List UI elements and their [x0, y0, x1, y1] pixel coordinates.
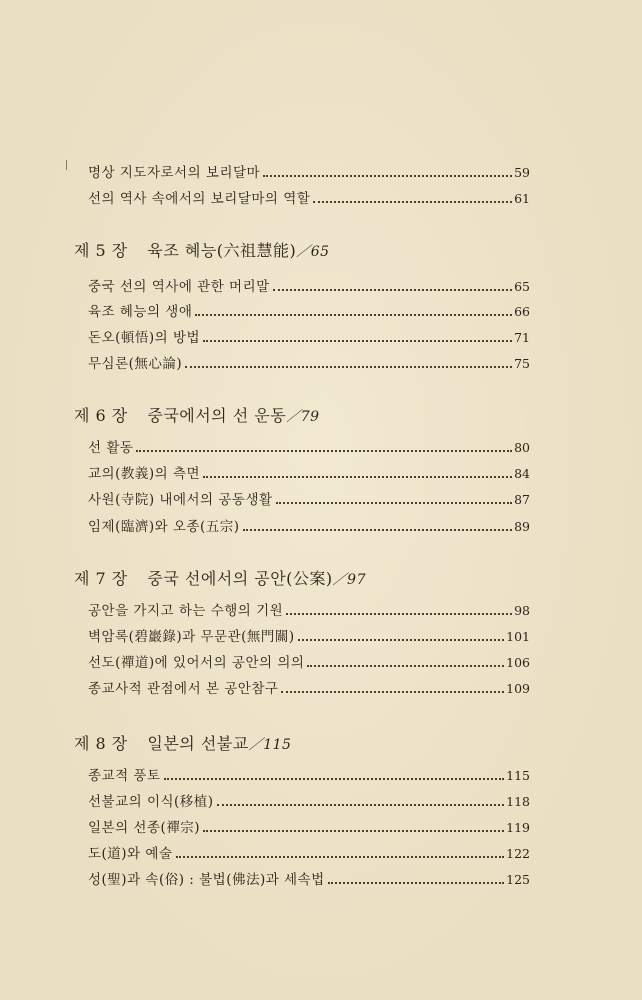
toc-entry-page: 80	[514, 440, 530, 455]
dot-leader	[203, 339, 512, 342]
toc-entry	[88, 841, 530, 863]
toc-entry-page: 65	[514, 279, 530, 294]
dot-leader	[195, 313, 512, 316]
toc-entry-page: 119	[506, 820, 530, 835]
toc-entry-page: 109	[506, 681, 530, 696]
toc-entry	[88, 186, 530, 208]
dot-leader	[273, 288, 512, 291]
toc-entry	[88, 815, 530, 837]
toc-entry	[88, 598, 530, 620]
toc-entry-title: 교의(教義)의 측면	[88, 466, 201, 482]
toc-entry-title: 공안을 가지고 하는 수행의 기원	[88, 603, 284, 619]
toc-entry-page: 84	[514, 466, 530, 481]
toc-entry-page: 98	[514, 603, 530, 618]
toc-entry	[88, 299, 530, 321]
toc-entry-page: 75	[514, 356, 530, 371]
toc-entry	[88, 435, 530, 457]
toc-entry	[88, 487, 530, 509]
toc-entry-page: 66	[514, 304, 530, 319]
dot-leader	[307, 664, 504, 667]
toc-entry-title: 일본의 선종(禪宗)	[88, 820, 201, 836]
toc-entry-title: 선의 역사 속에서의 보리달마의 역할	[88, 191, 311, 207]
toc-entry-page: 89	[514, 519, 530, 534]
dot-leader	[313, 200, 512, 203]
toc-entry	[88, 514, 530, 536]
dot-leader	[286, 612, 512, 615]
dot-leader	[263, 174, 512, 177]
toc-entry	[88, 789, 530, 811]
dot-leader	[276, 501, 513, 504]
dot-leader	[281, 690, 504, 693]
dot-leader	[176, 855, 505, 858]
toc-entry-title: 선 활동	[88, 440, 134, 456]
toc-entry-title: 돈오(頓悟)의 방법	[88, 330, 201, 346]
toc-entry-title: 종교적 풍토	[88, 768, 161, 784]
toc-entry-title: 중국 선의 역사에 관한 머리말	[88, 279, 270, 295]
chapter-page: 97	[347, 572, 366, 588]
toc-entry	[88, 160, 530, 182]
toc-entry	[88, 351, 530, 373]
toc-entry-page: 122	[506, 846, 530, 861]
toc-entry-title: 임제(臨濟)와 오종(五宗)	[88, 519, 240, 535]
toc-entry-page: 125	[506, 872, 530, 887]
chapter-page: 79	[300, 409, 320, 425]
chapter-title: 육조 혜능(六祖慧能)	[147, 241, 297, 260]
chapter-title: 중국 선에서의 공안(公案)	[147, 569, 333, 588]
toc-entry	[88, 650, 530, 672]
toc-entry-title: 종교사적 관점에서 본 공안참구	[88, 681, 279, 697]
toc-entry	[88, 624, 530, 646]
dot-leader	[328, 881, 504, 884]
toc-entry-page: 101	[506, 629, 530, 644]
toc-entry-title: 벽암록(碧巖錄)과 무문관(無門關)	[88, 629, 295, 645]
chapter-heading: 제 8 장 일본의 선불교／115	[74, 734, 292, 753]
toc-entry-page: 118	[506, 794, 530, 809]
toc-entry-page: 71	[514, 330, 530, 345]
toc-entry-title: 무심론(無心論)	[88, 356, 183, 372]
toc-entry	[88, 325, 530, 347]
chapter-number: 제 5 장	[74, 241, 128, 260]
chapter-title: 중국에서의 선 운동	[147, 406, 287, 425]
dot-leader	[136, 449, 512, 452]
chapter-heading: 제 6 장 중국에서의 선 운동／79	[74, 406, 320, 425]
chapter-title: 일본의 선불교	[147, 734, 249, 753]
toc-entry	[88, 676, 530, 698]
toc-entry-page: 59	[514, 165, 530, 180]
dot-leader	[203, 475, 512, 478]
toc-entry-page: 87	[514, 492, 530, 507]
toc-entry-page: 61	[514, 191, 530, 206]
toc-entry	[88, 461, 530, 483]
toc-entry-title: 육조 혜능의 생애	[88, 304, 193, 320]
toc-entry-title: 도(道)와 예술	[88, 846, 173, 862]
toc-entry	[88, 274, 530, 296]
chapter-number: 제 7 장	[74, 569, 128, 588]
toc-entry	[88, 763, 530, 785]
toc-entry-page: 115	[506, 768, 530, 783]
chapter-page: 115	[263, 737, 292, 753]
dot-leader	[203, 829, 504, 832]
dot-leader	[243, 528, 513, 531]
dot-leader	[164, 777, 505, 780]
toc-entry-title: 선도(禪道)에 있어서의 공안의 의의	[88, 655, 305, 671]
chapter-heading: 제 5 장 육조 혜능(六祖慧能)／65	[74, 241, 330, 260]
toc-entry-title: 성(聖)과 속(俗) : 불법(佛法)과 세속법	[88, 872, 325, 888]
dot-leader	[217, 803, 505, 806]
toc-entry	[88, 867, 530, 889]
chapter-page: 65	[310, 244, 330, 260]
chapter-heading: 제 7 장 중국 선에서의 공안(公案)／97	[74, 569, 366, 588]
chapter-number: 제 8 장	[74, 734, 128, 753]
toc-entry-title: 명상 지도자로서의 보리달마	[88, 165, 261, 181]
toc-entry-page: 106	[506, 655, 530, 670]
toc-entry-title: 사원(寺院) 내에서의 공동생활	[88, 492, 273, 508]
dot-leader	[185, 365, 512, 368]
dot-leader	[298, 638, 504, 641]
chapter-number: 제 6 장	[74, 406, 128, 425]
toc-entry-title: 선불교의 이식(移植)	[88, 794, 214, 810]
